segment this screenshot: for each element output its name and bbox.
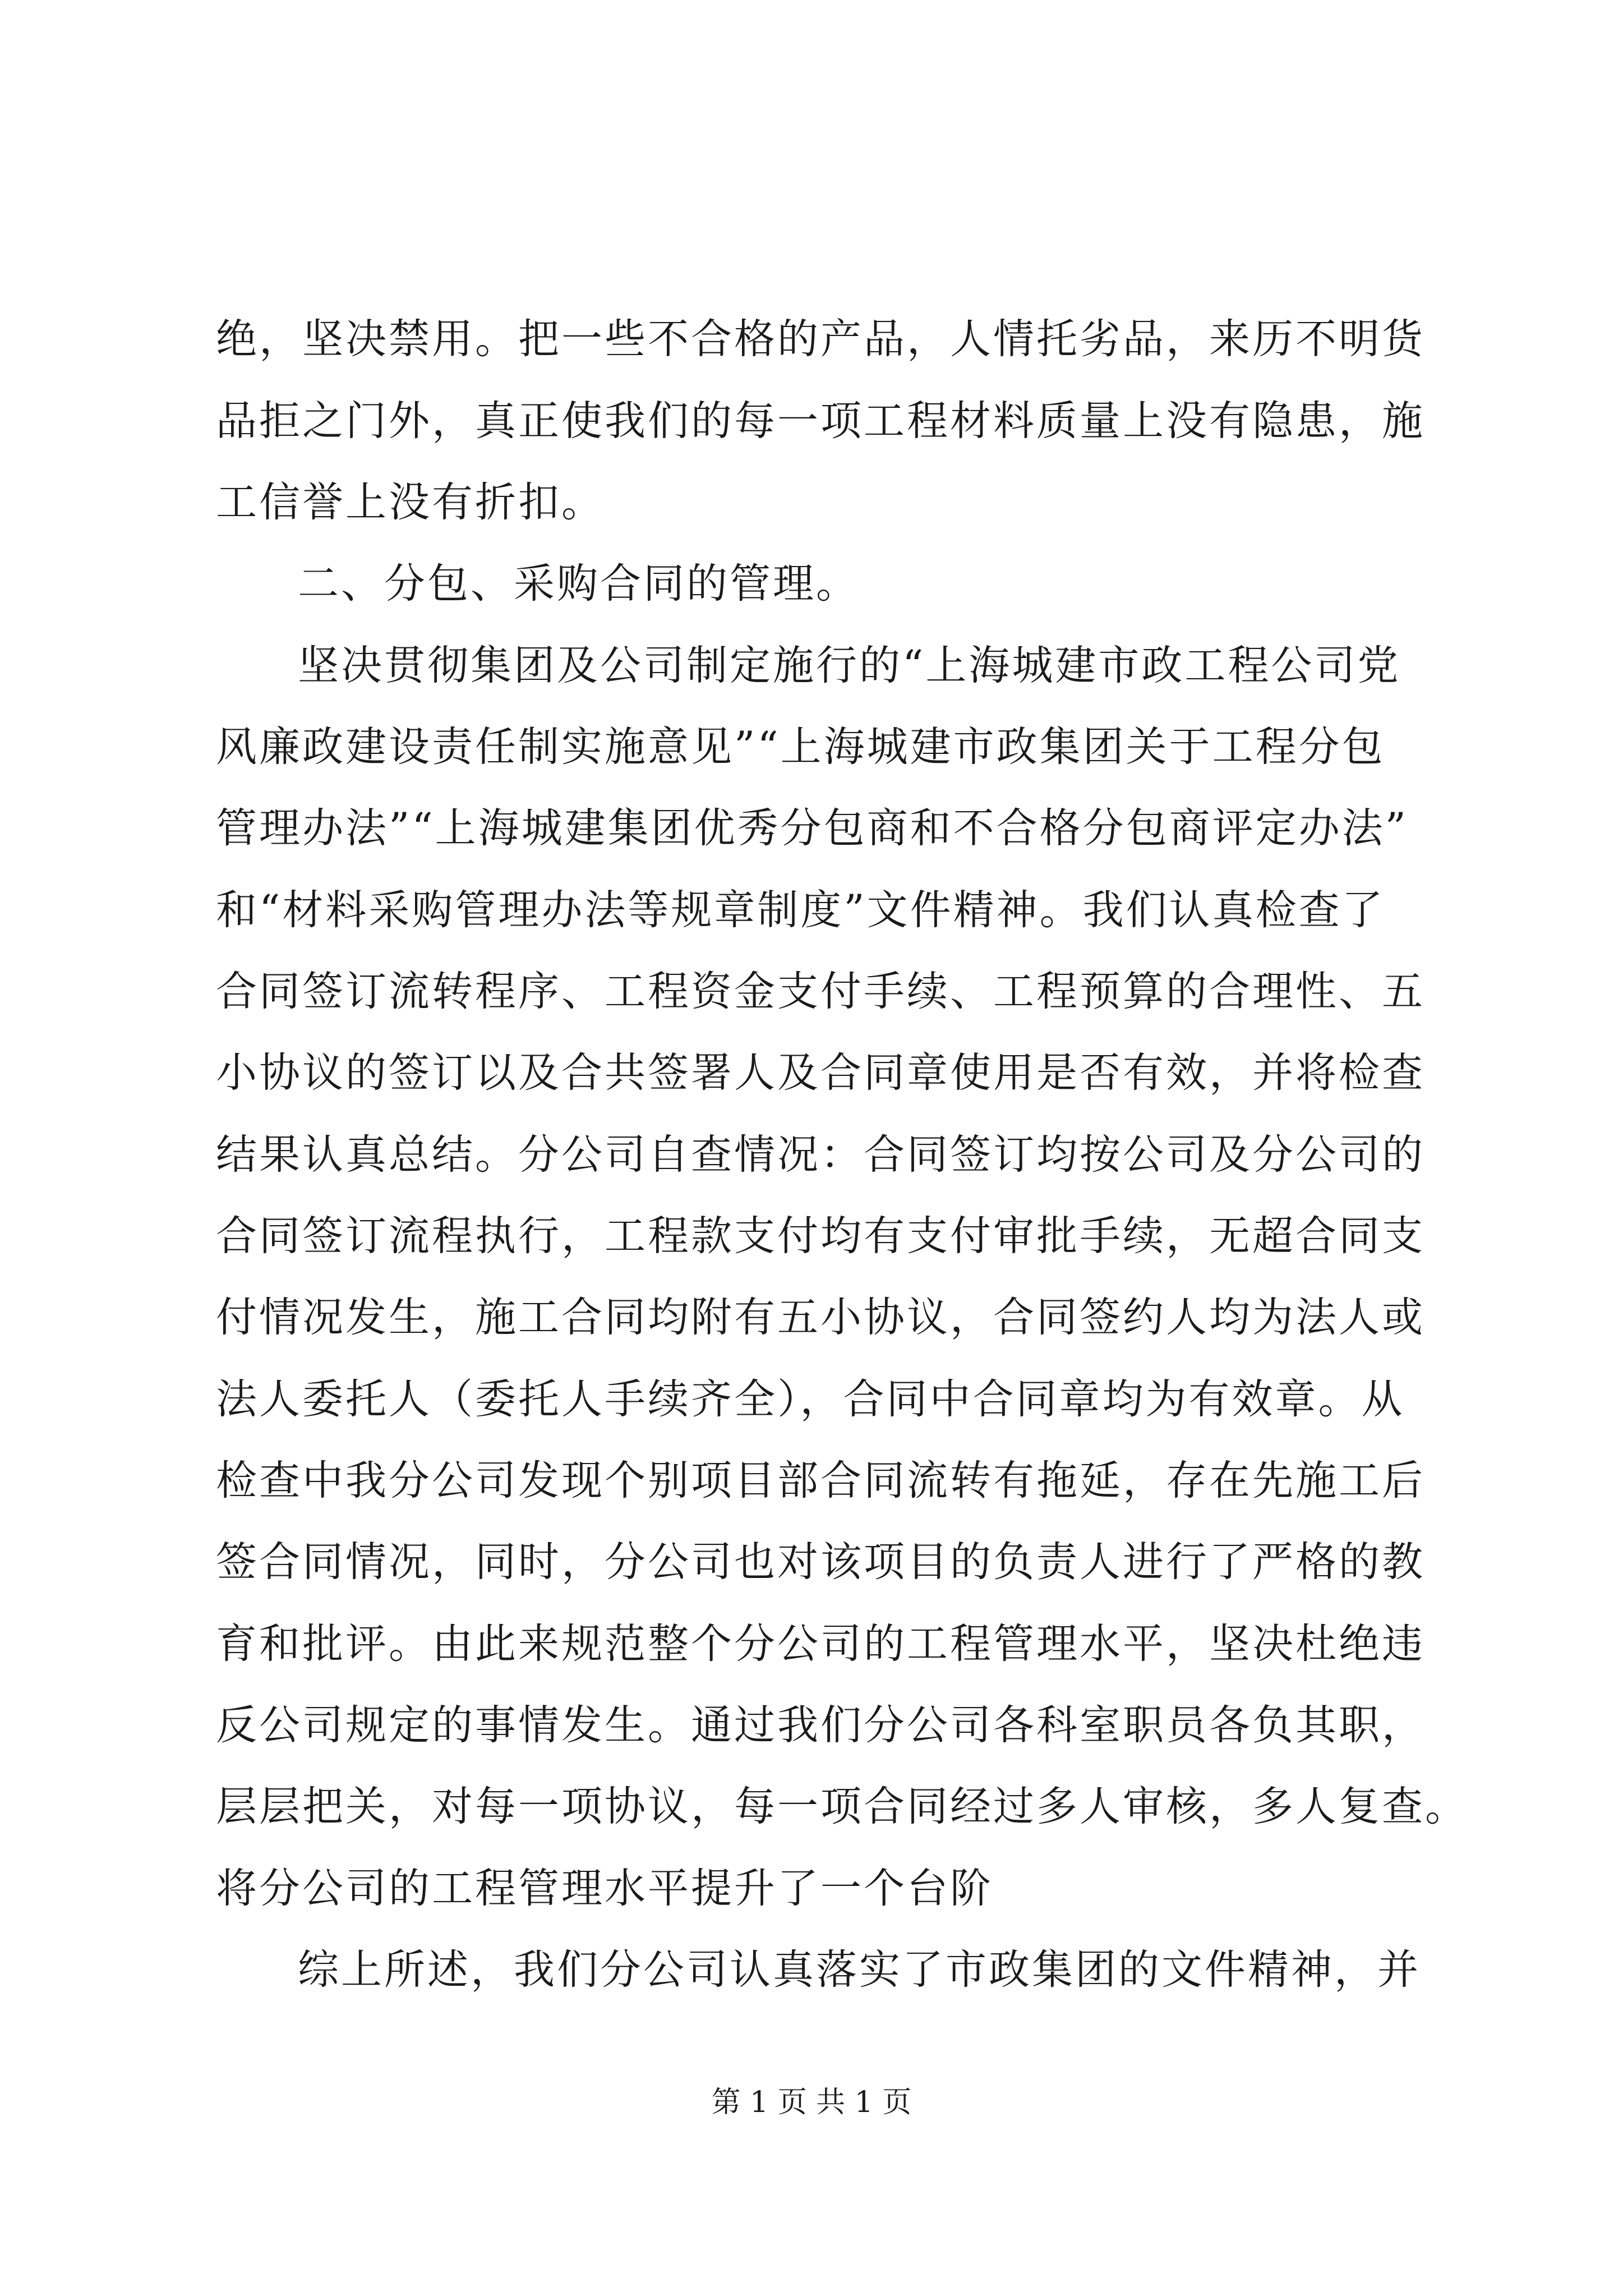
text-line: 检查中我分公司发现个别项目部合同流转有拖延，存在先施工后 xyxy=(216,1457,1425,1504)
text-line: 品拒之门外，真正使我们的每一项工程材料质量上没有隐患，施 xyxy=(216,397,1425,445)
text-line: 签合同情况，同时，分公司也对该项目的负责人进行了严格的教 xyxy=(216,1538,1425,1586)
text-line: 付情况发生，施工合同均附有五小协议，合同签约人均为法人或 xyxy=(216,1294,1425,1341)
text-line: 工信誉上没有折扣。 xyxy=(216,478,605,526)
section-heading: 二、分包、采购合同的管理。 xyxy=(298,560,859,608)
text-line: 综上所述，我们分公司认真落实了市政集团的文件精神，并 xyxy=(298,1946,1421,1994)
text-line: 合同签订流转程序、工程资金支付手续、工程预算的合理性、五 xyxy=(216,968,1425,1015)
text-line: 风廉政建设责任制实施意见”“上海城建市政集团关于工程分包 xyxy=(216,723,1385,771)
text-line: 反公司规定的事情发生。通过我们分公司各科室职员各负其职， xyxy=(216,1701,1425,1749)
text-line: 小协议的签订以及合共签署人及合同章使用是否有效，并将检查 xyxy=(216,1049,1425,1097)
text-line: 法人委托人（委托人手续齐全），合同中合同章均为有效章。从 xyxy=(216,1375,1405,1423)
text-line: 管理办法”“上海城建集团优秀分包商和不合格分包商评定办法” xyxy=(216,804,1408,852)
text-line: 合同签订流程执行，工程款支付均有支付审批手续，无超合同支 xyxy=(216,1212,1425,1260)
text-line: 层层把关，对每一项协议，每一项合同经过多人审核，多人复查。 xyxy=(216,1783,1468,1830)
text-line: 和“材料采购管理办法等规章制度”文件精神。我们认真检查了 xyxy=(216,886,1385,934)
text-line: 将分公司的工程管理水平提升了一个台阶 xyxy=(216,1865,993,1912)
text-line: 育和批评。由此来规范整个分公司的工程管理水平，坚决杜绝违 xyxy=(216,1620,1425,1668)
text-line: 坚决贯彻集团及公司制定施行的“上海城建市政工程公司党 xyxy=(298,642,1401,689)
page-footer: 第 1 页 共 1 页 xyxy=(711,2086,912,2119)
text-line: 结果认真总结。分公司自查情况：合同签订均按公司及分公司的 xyxy=(216,1131,1425,1179)
text-line: 绝，坚决禁用。把一些不合格的产品，人情托劣品，来历不明货 xyxy=(216,315,1425,363)
